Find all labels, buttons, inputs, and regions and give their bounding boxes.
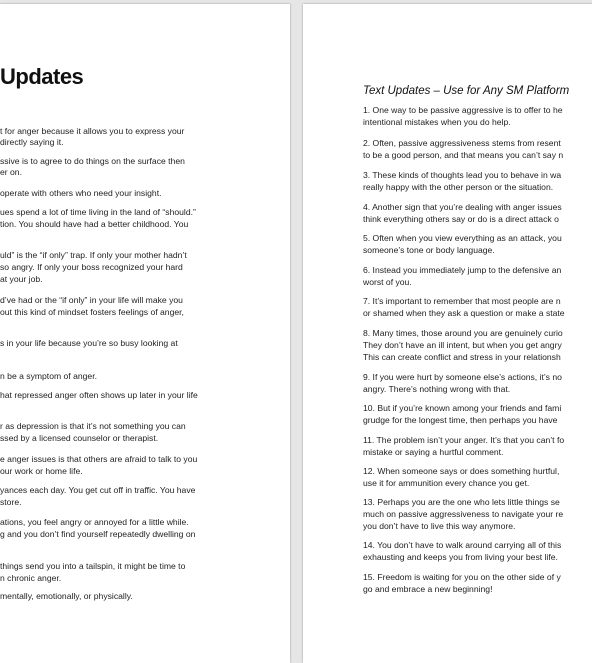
right-page-text-line: intentional mistakes when you do help. (363, 117, 511, 127)
right-page-text-line: 11. The problem isn’t your anger. It’s that you can’t fo (363, 435, 565, 445)
right-page-text (303, 4, 592, 663)
document-page-right (303, 4, 592, 663)
right-page-text-line: you don’t have to live this way anymore. (363, 521, 516, 531)
right-page-text-line: much on passive aggressiveness to navigate your re (363, 509, 564, 519)
left-page-text-line: operate with others who need your insight. (0, 188, 162, 198)
left-page-text-line: mentally, emotionally, or physically. (0, 591, 133, 601)
right-page-text-line: or shamed when they ask a question or make a state (363, 308, 565, 318)
left-page-text-line: n chronic anger. (0, 573, 62, 583)
left-page-text-line: t for anger because it allows you to express your (0, 126, 185, 136)
right-page-text-line: grudge for the longest time, then perhaps you have (363, 415, 558, 425)
right-page-text-line: go and embrace a new beginning! (363, 584, 493, 594)
right-page-text-line: 13. Perhaps you are the one who lets little things se (363, 497, 560, 507)
left-page-text-line: out this kind of mindset fosters feelings of anger, (0, 307, 184, 317)
page-title: Text Updates – Use for Any SM Platform (363, 85, 570, 97)
right-page-text-line: This can create conflict and stress in your relationsh (363, 352, 561, 362)
right-page-text-line: 8. Many times, those around you are genuinely curio (363, 328, 563, 338)
left-page-text-line: s in your life because you’re so busy looking at (0, 338, 178, 348)
right-page-text-line: 9. If you were hurt by someone else’s actions, it’s no (363, 372, 562, 382)
right-page-text-line: 15. Freedom is waiting for you on the other side of y (363, 572, 561, 582)
right-page-text-line: exhausting and keeps you from living your best life. (363, 552, 558, 562)
right-page-text-line: think everything others say or do is a direct attack o (363, 214, 559, 224)
left-page-text-line: ssive is to agree to do things on the surface then (0, 156, 185, 166)
right-page-text-line: 6. Instead you immediately jump to the defensive an (363, 265, 562, 275)
right-page-text-line: angry. There’s nothing wrong with that. (363, 384, 511, 394)
left-page-text-line: r as depression is that it’s not something you can (0, 421, 186, 431)
right-page-text-line: mistake or saying a hurtful comment. (363, 447, 504, 457)
right-page-text-line: someone’s tone or body language. (363, 245, 495, 255)
left-page-text-line: er on. (0, 167, 22, 177)
right-page-text-line: 3. These kinds of thoughts lead you to behave in wa (363, 170, 562, 180)
left-page-text-line: so angry. If only your boss recognized your hard (0, 262, 183, 272)
left-page-text-line: e anger issues is that others are afraid to talk to you (0, 454, 198, 464)
right-page-text-line: 5. Often when you view everything as an attack, you (363, 233, 562, 243)
left-page-text-line: hat repressed anger often shows up later in your life (0, 390, 198, 400)
left-page-text-line: ssed by a licensed counselor or therapist. (0, 433, 159, 443)
right-page-text-line: use it for ammunition every chance you get. (363, 478, 530, 488)
right-page-text-line: 14. You don’t have to walk around carrying all of this (363, 540, 562, 550)
right-page-text-line: really happy with the other person or the situation. (363, 182, 554, 192)
left-page-text-line: uld” is the “if only” trap. If only your mother hadn’t (0, 250, 187, 260)
left-page-text-line: store. (0, 497, 22, 507)
right-page-text-line: They don’t have an ill intent, but when you get angry (363, 340, 562, 350)
left-page-text (0, 4, 290, 663)
left-page-text-line: ues spend a lot of time living in the land of “should.” (0, 207, 196, 217)
right-page-text-line: 10. But if you’re known among your friends and fami (363, 403, 562, 413)
left-page-text-line: directly saying it. (0, 137, 64, 147)
right-page-text-line: 1. One way to be passive aggressive is to offer to he (363, 105, 563, 115)
right-page-text-line: to be a good person, and that means you can’t say n (363, 150, 564, 160)
left-page-text-line: things send you into a tailspin, it might be time to (0, 561, 186, 571)
right-page-text-line: 2. Often, passive aggressiveness stems from resent (363, 138, 561, 148)
left-page-text-line: g and you don’t find yourself repeatedly dwelling on (0, 529, 196, 539)
left-page-text-line: tion. You should have had a better childhood. You (0, 219, 189, 229)
left-page-text-line: yances each day. You get cut off in traffic. You have (0, 485, 196, 495)
right-page-text-line: 7. It’s important to remember that most people are n (363, 296, 561, 306)
right-page-text-line: worst of you. (363, 277, 412, 287)
left-page-text-line: at your job. (0, 274, 43, 284)
document-page-left (0, 4, 290, 663)
right-page-text-line: 12. When someone says or does something hurtful, (363, 466, 560, 476)
left-page-text-line: ations, you feel angry or annoyed for a little while. (0, 517, 189, 527)
section-heading: Updates (0, 64, 84, 89)
left-page-text-line: d’ve had or the “if only” in your life will make you (0, 295, 183, 305)
left-page-text-line: our work or home life. (0, 466, 83, 476)
right-page-text-line: 4. Another sign that you’re dealing with anger issues (363, 202, 562, 212)
left-page-text-line: n be a symptom of anger. (0, 371, 97, 381)
